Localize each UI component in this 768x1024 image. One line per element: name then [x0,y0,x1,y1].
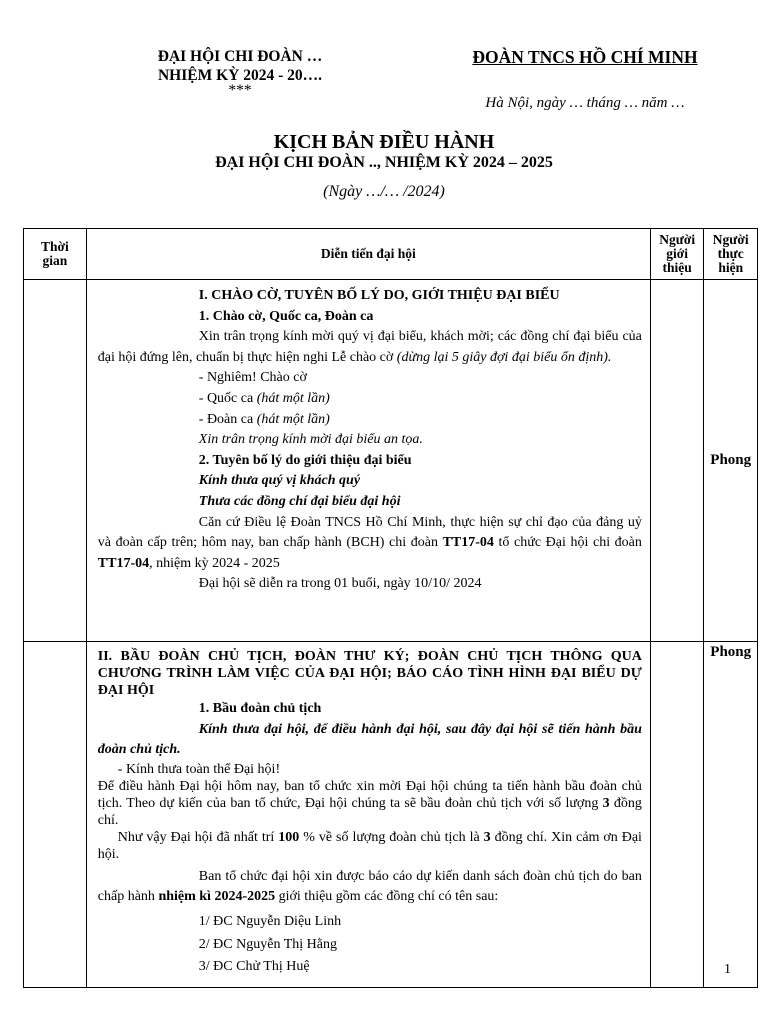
section-heading: I. CHÀO CỜ, TUYÊN BỐ LÝ DO, GIỚI THIỆU ĐẠI BIỂU [198,288,560,303]
congress-name: ĐẠI HỘI CHI ĐOÀN … [157,48,323,65]
introducer-cell [650,642,704,988]
progress-column-header: Diễn tiến đại hội [86,229,650,280]
page-number: 1 [724,962,731,977]
subsection-heading: 1. Bầu đoàn chủ tịch [198,701,322,716]
introducer-cell [650,280,704,642]
document-date: (Ngày …/… /2024) [323,183,445,200]
paragraph: Để điều hành Đại hội hôm nay, ban tổ chức xin mời Đại hội chúng ta tiến hành bầu đoàn chủ tịch. Theo dự kiến của ban tổ chức, Đại hội chúng ta sẽ bầu đoàn chủ tịch với số lượng 3 đồng chí. [97,778,642,828]
place-date-line: Hà Nội, ngày … tháng … năm … [485,95,685,111]
agenda-table [23,228,758,988]
performer-cell [704,280,758,642]
organization-header-left [110,47,370,97]
greeting-line: Kính thưa quý vị khách quý [198,473,361,489]
performer-name: Phong [710,644,752,660]
flag-salute-line: - Nghiêm! Chào cờ [198,370,307,386]
performer-cell [704,642,758,988]
table-row [24,280,758,642]
time-cell [24,642,87,988]
paragraph: Ban tổ chức đại hội xin được báo cáo dự kiến danh sách đoàn chủ tịch do ban chấp hành nhiệm kì 2024-2025 giới thiệu gồm các đồng chí có tên sau: [97,868,642,905]
header-stars: *** [228,82,252,99]
time-cell [24,280,87,642]
table-row [24,642,758,988]
list-item: 1/ ĐC Nguyễn Diệu Linh [198,913,342,929]
seat-invitation: Xin trân trọng kính mời đại biểu an tọa. [198,432,423,448]
paragraph: Căn cứ Điều lệ Đoàn TNCS Hồ Chí Minh, thực hiện sự chỉ đạo của đảng uỷ và đoàn cấp trên; hôm nay, ban chấp hành (BCH) chi đoàn TT17-04 tổ chức Đại hội chi đoàn TT17-04, nhiệm kỳ 2024 - 2025 [97,514,642,571]
subsection-heading: 1. Chào cờ, Quốc ca, Đoàn ca [198,308,374,324]
paragraph: Kính thưa đại hội, để điều hành đại hội, sau đây đại hội sẽ tiến hành bầu đoàn chủ tịch. [97,721,642,758]
progress-cell [86,642,650,988]
greeting-line: - Kính thưa toàn thể Đại hội! [117,761,281,777]
term-line: NHIỆM KỲ 2024 - 20…. [157,67,323,84]
subsection-heading: 2. Tuyên bố lý do giới thiệu đại biểu [198,452,412,468]
organization-header-right: ĐOÀN TNCS HỒ CHÍ MINH [472,47,698,67]
anthem-line: - Quốc ca (hát một lần) [198,390,330,406]
time-column-header: Thời gian [24,229,87,280]
greeting-line: Thưa các đồng chí đại biểu đại hội [198,493,401,509]
introducer-column-header: Người giới thiệu [650,229,704,280]
list-item: 3/ ĐC Chử Thị Huệ [198,959,310,975]
list-item: 2/ ĐC Nguyễn Thị Hằng [198,936,337,952]
table-header-row [24,229,758,280]
paragraph: Xin trân trọng kính mời quý vị đại biểu, khách mời; các đồng chí đại biểu của đại hội đứng lên, chuẩn bị thực hiện nghi Lễ chào cờ (dừng lại 5 giây đợi đại biểu ổn định). [97,329,642,365]
performer-name: Phong [710,452,752,468]
performer-column-header: Người thực hiện [704,229,758,280]
section-heading: II. BẦU ĐOÀN CHỦ TỊCH, ĐOÀN THƯ KÝ; ĐOÀN CHỦ TỊCH THÔNG QUA CHƯƠNG TRÌNH LÀM VIỆC CỦA ĐẠI HỘI; BÁO CÁO TÌNH HÌNH ĐẠI BIỂU DỰ ĐẠI HỘI [97,649,642,698]
paragraph: Đại hội sẽ diễn ra trong 01 buổi, ngày 10/10/ 2024 [198,576,482,592]
progress-cell [86,280,650,642]
paragraph: Như vậy Đại hội đã nhất trí 100 % về số lượng đoàn chủ tịch là 3 đồng chí. Xin cảm ơn Đại hội. [97,829,642,862]
document-title: KỊCH BẢN ĐIỀU HÀNH [273,131,495,153]
youth-song-line: - Đoàn ca (hát một lần) [198,411,330,427]
document-subtitle: ĐẠI HỘI CHI ĐOÀN .., NHIỆM KỲ 2024 – 2025 [215,154,553,171]
